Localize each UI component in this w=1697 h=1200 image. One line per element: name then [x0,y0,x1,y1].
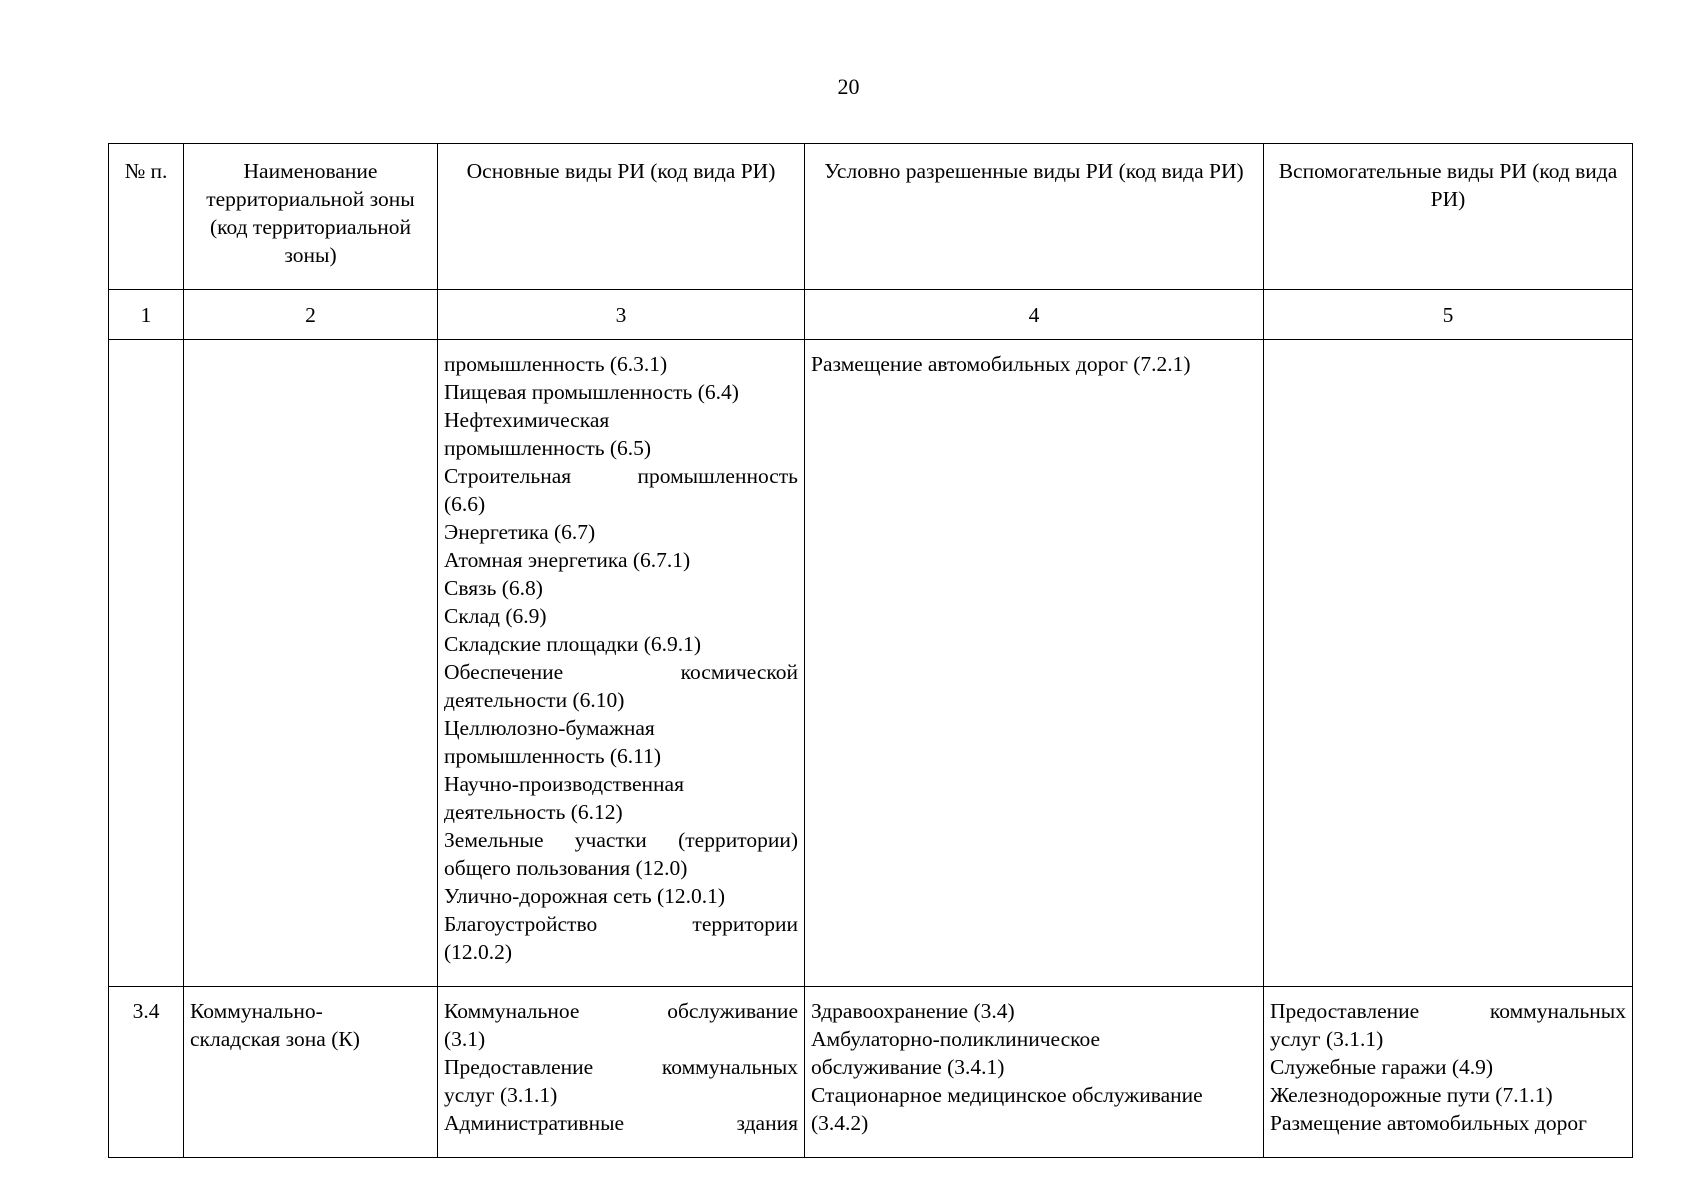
list-item: Служебные гаражи (4.9) [1270,1055,1494,1079]
header-auxiliary-types: Вспомогательные виды РИ (код вида РИ) [1264,144,1633,290]
column-number: 1 [109,290,184,340]
list-item: (3.4.2) [811,1111,869,1135]
list-item: промышленность (6.11) [444,744,662,768]
header-main-types: Основные виды РИ (код вида РИ) [438,144,805,290]
table-header-row [109,144,1633,290]
list-item: Предоставление коммунальных [1270,999,1626,1023]
list-item: услуг (3.1.1) [444,1083,558,1107]
list-item: Размещение автомобильных дорог (7.2.1) [811,352,1191,376]
list-item: услуг (3.1.1) [1270,1027,1384,1051]
list-item: (6.6) [444,492,486,516]
list-item: Нефтехимическая [444,408,610,432]
column-number: 5 [1264,290,1633,340]
header-zone-name: Наименование территориальной зоны (код территориальной зоны) [184,144,438,290]
table-row [109,987,1633,1158]
list-item: Предоставление коммунальных [444,1055,798,1079]
conditional-types-cell [805,340,1264,987]
list-item: (12.0.2) [444,940,513,964]
land-use-table [108,143,1633,1158]
main-types-cell [438,987,805,1158]
column-numbers-row [109,290,1633,340]
column-number: 3 [438,290,805,340]
list-item: деятельности (6.10) [444,688,625,712]
auxiliary-types-cell [1264,987,1633,1158]
list-item: Атомная энергетика (6.7.1) [444,548,691,572]
list-item: Пищевая промышленность (6.4) [444,380,739,404]
list-item: Склад (6.9) [444,604,547,628]
list-item: Административные здания [444,1111,798,1135]
list-item: деятельность (6.12) [444,800,623,824]
main-types-cell [438,340,805,987]
zone-name-cell [184,987,438,1158]
auxiliary-types-cell [1264,340,1633,987]
column-number: 2 [184,290,438,340]
zone-name-cell [184,340,438,987]
list-item: Строительная промышленность [444,464,798,488]
list-item: общего пользования (12.0) [444,856,688,880]
list-item: Энергетика (6.7) [444,520,596,544]
list-item: обслуживание (3.4.1) [811,1055,1005,1079]
list-item: (3.1) [444,1027,486,1051]
list-item: промышленность (6.5) [444,436,652,460]
list-item: Целлюлозно-бумажная [444,716,655,740]
zone-name-line: Коммунально- [190,999,323,1023]
list-item: Стационарное медицинское обслуживание [811,1083,1203,1107]
list-item: Амбулаторно-поликлиническое [811,1027,1101,1051]
table-row [109,340,1633,987]
row-number-cell [109,340,184,987]
list-item: Железнодорожные пути (7.1.1) [1270,1083,1553,1107]
list-item: Улично-дорожная сеть (12.0.1) [444,884,726,908]
conditional-types-cell [805,987,1264,1158]
list-item: Коммунальное обслуживание [444,999,798,1023]
list-item: Земельные участки (территории) [444,828,798,852]
header-number: № п. [109,144,184,290]
list-item: промышленность (6.3.1) [444,352,668,376]
list-item: Размещение автомобильных дорог [1270,1111,1587,1135]
list-item: Здравоохранение (3.4) [811,999,1015,1023]
page-number: 20 [837,74,860,99]
column-number: 4 [805,290,1264,340]
list-item: Научно-производственная [444,772,684,796]
list-item: Обеспечение космической [444,660,798,684]
zone-name-line: складская зона (К) [190,1027,360,1051]
list-item: Складские площадки (6.9.1) [444,632,702,656]
list-item: Благоустройство территории [444,912,798,936]
header-conditional-types: Условно разрешенные виды РИ (код вида РИ) [805,144,1264,290]
list-item: Связь (6.8) [444,576,543,600]
row-number-cell: 3.4 [109,987,184,1158]
